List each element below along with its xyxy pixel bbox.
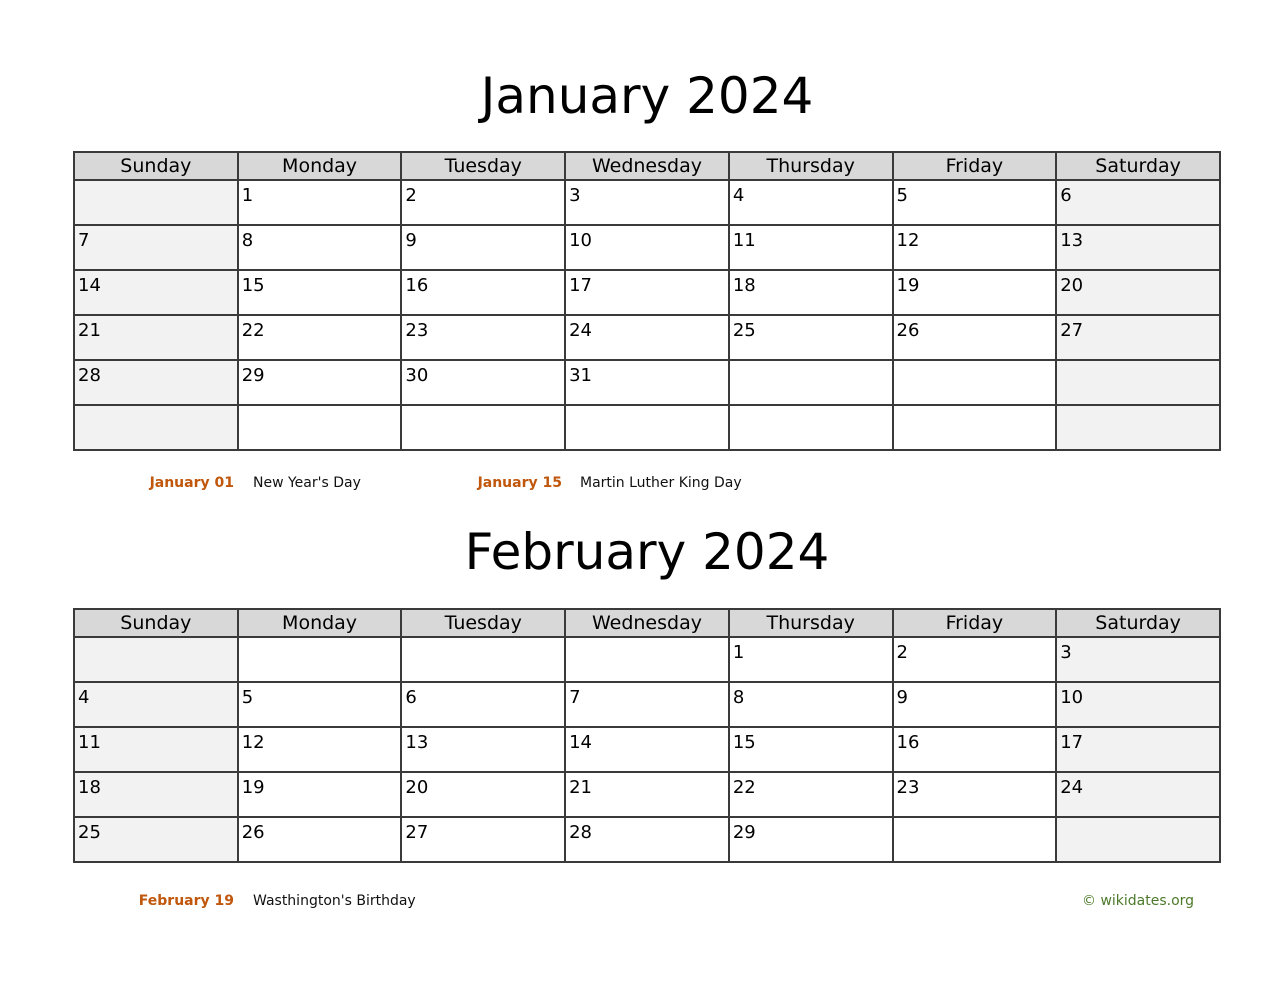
day-cell[interactable]: 6 <box>1056 180 1220 225</box>
day-cell[interactable] <box>401 637 565 682</box>
weekday-header-tuesday: Tuesday <box>401 152 565 180</box>
day-cell[interactable]: 22 <box>238 315 402 360</box>
week-row <box>74 405 1220 450</box>
february-title: February 2024 <box>464 523 830 581</box>
day-cell[interactable]: 17 <box>1056 727 1220 772</box>
weekday-header-saturday: Saturday <box>1056 609 1220 637</box>
day-cell[interactable] <box>1056 817 1220 862</box>
day-cell[interactable] <box>565 637 729 682</box>
day-cell[interactable] <box>74 180 238 225</box>
january-weeks <box>74 180 1220 450</box>
day-cell[interactable]: 20 <box>401 772 565 817</box>
day-cell[interactable]: 26 <box>893 315 1057 360</box>
january-calendar-grid <box>73 151 1221 451</box>
day-cell[interactable]: 27 <box>401 817 565 862</box>
day-cell[interactable]: 23 <box>893 772 1057 817</box>
february-calendar-grid <box>73 608 1221 863</box>
day-cell[interactable]: 4 <box>729 180 893 225</box>
day-cell[interactable]: 19 <box>238 772 402 817</box>
week-row <box>74 315 1220 360</box>
week-row <box>74 270 1220 315</box>
day-cell[interactable]: 30 <box>401 360 565 405</box>
day-cell[interactable]: 6 <box>401 682 565 727</box>
day-cell[interactable]: 5 <box>893 180 1057 225</box>
holiday-date: February 19 <box>138 893 234 909</box>
day-cell[interactable]: 8 <box>729 682 893 727</box>
weekday-header-wednesday: Wednesday <box>565 152 729 180</box>
day-cell[interactable]: 28 <box>74 360 238 405</box>
week-row <box>74 772 1220 817</box>
day-cell[interactable]: 16 <box>893 727 1057 772</box>
day-cell[interactable]: 10 <box>565 225 729 270</box>
weekday-header-saturday: Saturday <box>1056 152 1220 180</box>
day-cell[interactable]: 8 <box>238 225 402 270</box>
week-row <box>74 180 1220 225</box>
day-cell[interactable]: 7 <box>565 682 729 727</box>
day-cell[interactable]: 16 <box>401 270 565 315</box>
day-cell[interactable] <box>565 405 729 450</box>
day-cell[interactable]: 9 <box>401 225 565 270</box>
weekday-header-wednesday: Wednesday <box>565 609 729 637</box>
week-row <box>74 817 1220 862</box>
day-cell[interactable] <box>893 817 1057 862</box>
weekday-header-tuesday: Tuesday <box>401 609 565 637</box>
day-cell[interactable] <box>893 405 1057 450</box>
weekday-header-row <box>74 152 1220 180</box>
day-cell[interactable] <box>238 637 402 682</box>
day-cell[interactable]: 27 <box>1056 315 1220 360</box>
week-row <box>74 360 1220 405</box>
day-cell[interactable]: 10 <box>1056 682 1220 727</box>
day-cell[interactable]: 11 <box>729 225 893 270</box>
day-cell[interactable] <box>74 405 238 450</box>
day-cell[interactable]: 2 <box>893 637 1057 682</box>
week-row <box>74 682 1220 727</box>
weekday-header-friday: Friday <box>893 609 1057 637</box>
day-cell[interactable]: 24 <box>565 315 729 360</box>
day-cell[interactable]: 14 <box>565 727 729 772</box>
day-cell[interactable]: 7 <box>74 225 238 270</box>
weekday-header-thursday: Thursday <box>729 609 893 637</box>
weekday-header-sunday: Sunday <box>74 152 238 180</box>
day-cell[interactable]: 13 <box>1056 225 1220 270</box>
day-cell[interactable]: 2 <box>401 180 565 225</box>
february-weekday-header <box>74 609 1220 637</box>
day-cell[interactable]: 4 <box>74 682 238 727</box>
day-cell[interactable]: 15 <box>729 727 893 772</box>
weekday-header-sunday: Sunday <box>74 609 238 637</box>
day-cell[interactable] <box>729 405 893 450</box>
day-cell[interactable]: 31 <box>565 360 729 405</box>
day-cell[interactable]: 3 <box>565 180 729 225</box>
day-cell[interactable]: 17 <box>565 270 729 315</box>
week-row <box>74 637 1220 682</box>
site-credit[interactable]: © wikidates.org <box>1082 893 1195 909</box>
day-cell[interactable]: 9 <box>893 682 1057 727</box>
week-row <box>74 727 1220 772</box>
day-cell[interactable]: 18 <box>74 772 238 817</box>
day-cell[interactable]: 29 <box>729 817 893 862</box>
weekday-header-friday: Friday <box>893 152 1057 180</box>
holiday-date: January 15 <box>477 475 562 491</box>
day-cell[interactable]: 24 <box>1056 772 1220 817</box>
day-cell[interactable] <box>1056 360 1220 405</box>
day-cell[interactable] <box>238 405 402 450</box>
day-cell[interactable]: 25 <box>729 315 893 360</box>
day-cell[interactable] <box>401 405 565 450</box>
january-weekday-header <box>74 152 1220 180</box>
weekday-header-thursday: Thursday <box>729 152 893 180</box>
day-cell[interactable]: 14 <box>74 270 238 315</box>
holiday-name: New Year's Day <box>253 475 361 491</box>
day-cell[interactable]: 26 <box>238 817 402 862</box>
day-cell[interactable]: 19 <box>893 270 1057 315</box>
day-cell[interactable] <box>729 360 893 405</box>
day-cell[interactable]: 21 <box>565 772 729 817</box>
weekday-header-row <box>74 609 1220 637</box>
day-cell[interactable]: 25 <box>74 817 238 862</box>
day-cell[interactable]: 1 <box>729 637 893 682</box>
day-cell[interactable]: 13 <box>401 727 565 772</box>
day-cell[interactable]: 11 <box>74 727 238 772</box>
holiday-name: Wasthington's Birthday <box>253 893 416 909</box>
day-cell[interactable]: 23 <box>401 315 565 360</box>
day-cell[interactable]: 21 <box>74 315 238 360</box>
day-cell[interactable]: 1 <box>238 180 402 225</box>
day-cell[interactable]: 18 <box>729 270 893 315</box>
day-cell[interactable]: 12 <box>238 727 402 772</box>
february-weeks <box>74 637 1220 862</box>
week-row <box>74 225 1220 270</box>
day-cell[interactable]: 5 <box>238 682 402 727</box>
holiday-date: January 01 <box>149 475 234 491</box>
holiday-name: Martin Luther King Day <box>580 475 742 491</box>
weekday-header-monday: Monday <box>238 152 402 180</box>
day-cell[interactable]: 29 <box>238 360 402 405</box>
day-cell[interactable]: 3 <box>1056 637 1220 682</box>
january-title: January 2024 <box>480 67 814 125</box>
weekday-header-monday: Monday <box>238 609 402 637</box>
day-cell[interactable]: 12 <box>893 225 1057 270</box>
day-cell[interactable] <box>1056 405 1220 450</box>
day-cell[interactable]: 15 <box>238 270 402 315</box>
day-cell[interactable]: 28 <box>565 817 729 862</box>
day-cell[interactable]: 22 <box>729 772 893 817</box>
day-cell[interactable]: 20 <box>1056 270 1220 315</box>
day-cell[interactable] <box>893 360 1057 405</box>
day-cell[interactable] <box>74 637 238 682</box>
